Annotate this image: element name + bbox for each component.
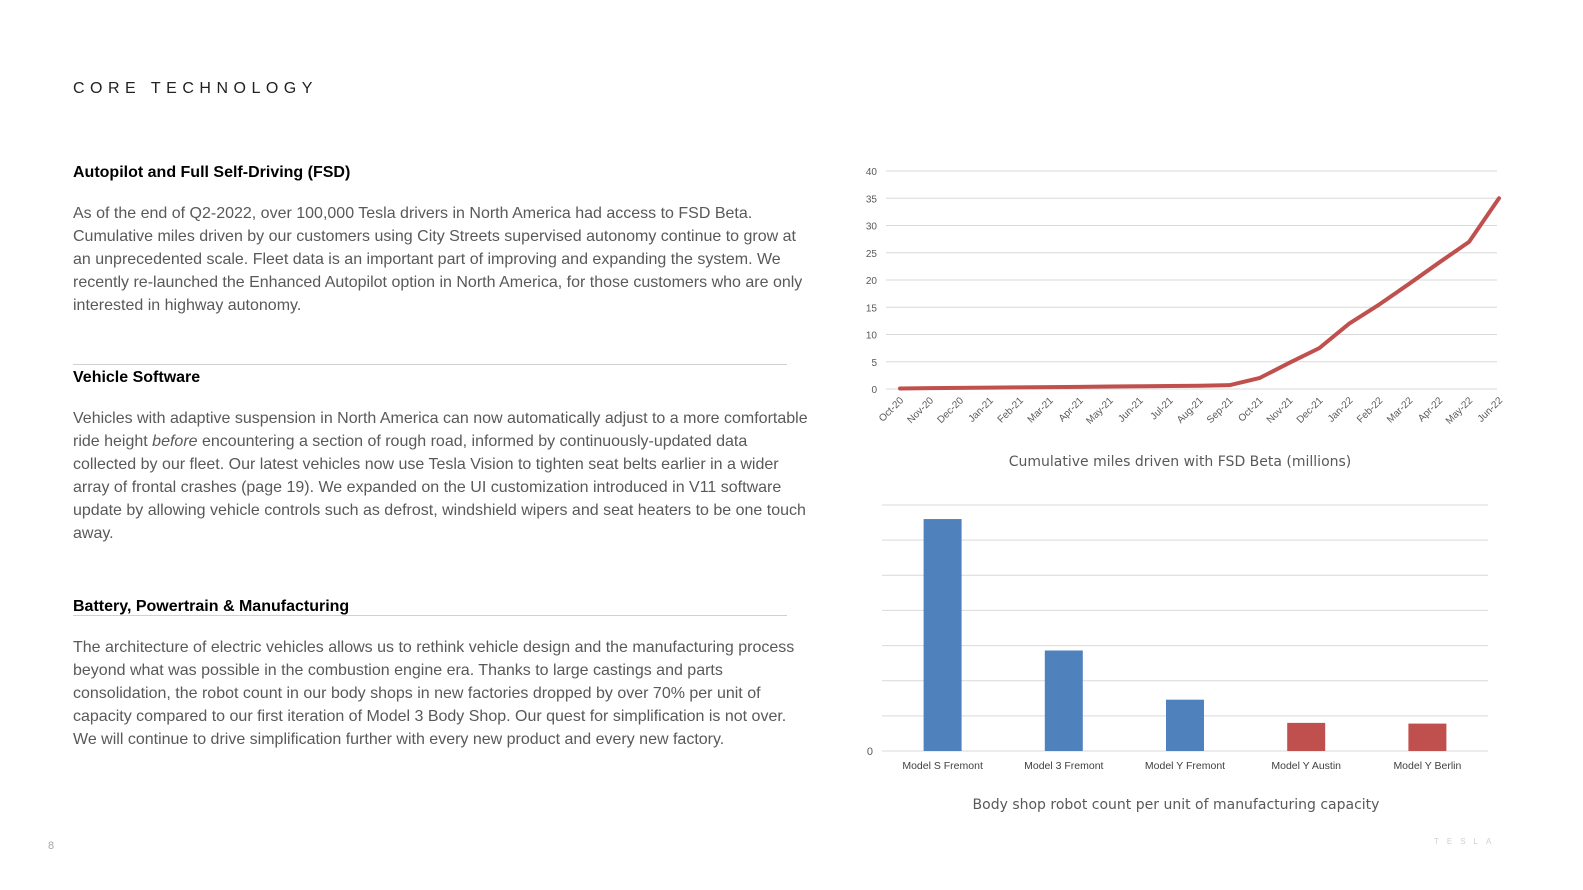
- section-divider: [73, 364, 787, 365]
- series-line: [900, 198, 1499, 388]
- y-tick-label: 0: [871, 385, 877, 396]
- bar: [1166, 700, 1204, 751]
- bar: [1408, 724, 1446, 751]
- x-tick-label: Dec-21: [1294, 395, 1326, 426]
- y-tick-label: 20: [865, 276, 877, 287]
- bar: [1287, 723, 1325, 751]
- y-tick-label: 25: [865, 248, 877, 260]
- body-emphasis: before: [152, 433, 198, 450]
- section-autopilot-fsd: [73, 164, 808, 317]
- y-tick-label: 10: [865, 330, 877, 342]
- x-tick-label: Nov-20: [905, 395, 937, 426]
- page-title: CORE TECHNOLOGY: [73, 80, 318, 97]
- x-tick-label: Model 3 Fremont: [1024, 760, 1104, 772]
- section-heading: Vehicle Software: [73, 369, 201, 386]
- page-number: 8: [48, 840, 55, 852]
- fsd-miles-line-chart: [850, 160, 1510, 450]
- x-tick-label: Jul-21: [1148, 395, 1176, 423]
- x-tick-label: Dec-20: [935, 395, 967, 426]
- x-tick-label: Apr-21: [1056, 395, 1086, 425]
- x-tick-label: Jun-22: [1475, 395, 1506, 425]
- x-tick-label: Nov-21: [1264, 395, 1296, 426]
- section-body: As of the end of Q2-2022, over 100,000 Tesla drivers in North America had access to FSD Beta. Cumulative miles driven by our customers using City Streets supervised autonomy continue to grow at an unprecedented scale. Fleet data is an important part of improving and expanding the system. We recently re-launched the Enhanced Autopilot option in North America, for those customers who are only interested in highway autonomy.: [73, 205, 803, 314]
- x-tick-label: Jan-21: [966, 395, 996, 425]
- y-tick-label: 0: [866, 746, 873, 758]
- section-divider: [73, 615, 787, 616]
- x-tick-label: Mar-22: [1385, 395, 1416, 426]
- section-heading: Battery, Powertrain & Manufacturing: [73, 598, 350, 615]
- x-tick-label: Jun-21: [1116, 395, 1146, 425]
- x-tick-label: Oct-20: [877, 395, 907, 425]
- x-tick-label: Apr-22: [1416, 395, 1446, 425]
- section-body: [73, 407, 808, 545]
- y-tick-label: 15: [865, 303, 877, 315]
- x-tick-label: Feb-22: [1355, 395, 1386, 426]
- section-vehicle-software: [73, 369, 808, 545]
- section-battery-powertrain: [73, 598, 808, 751]
- bar: [924, 519, 962, 751]
- x-tick-label: May-22: [1443, 395, 1476, 427]
- x-tick-label: Mar-21: [1025, 395, 1056, 426]
- x-tick-label: Oct-21: [1236, 395, 1266, 425]
- robot-chart-caption: Body shop robot count per unit of manufacturing capacity: [972, 797, 1380, 813]
- y-tick-label: 40: [865, 167, 877, 178]
- robot-count-bar-chart: [850, 495, 1510, 785]
- x-tick-label: Model S Fremont: [902, 760, 983, 772]
- section-body: The architecture of electric vehicles allows us to rethink vehicle design and the manufacturing process beyond what was possible in the combustion engine era. Thanks to large castings and parts consolidation, the robot count in our body shops in new factories dropped by over 70% per unit of capacity compared to our first iteration of Model 3 Body Shop. Our quest for simplification is not over. We will continue to drive simplification further with every new product and every new factory.: [73, 639, 795, 748]
- body-text: encountering a section of rough road, informed by continuously-updated data collected by our fleet. Our latest vehicles now use Tesla Vision to tighten seat belts earlier in a wider array of frontal crashes (page 19). We expanded on the UI customization introduced in V11 software update by allowing vehicle controls such as defrost, windshield wipers and seat heaters to be one touch away.: [73, 433, 806, 542]
- tesla-logo: TESLA: [1434, 837, 1500, 846]
- body-text: Vehicles with adaptive suspension in North America can now automatically adjust to a more comfortable ride height: [73, 410, 808, 450]
- y-tick-label: 30: [865, 221, 877, 233]
- bar: [1045, 650, 1083, 751]
- x-tick-label: Sep-21: [1204, 395, 1236, 426]
- x-tick-label: Aug-21: [1175, 395, 1206, 426]
- x-tick-label: Model Y Berlin: [1393, 760, 1462, 772]
- x-tick-label: Model Y Austin: [1271, 760, 1342, 772]
- y-tick-label: 5: [871, 357, 877, 369]
- y-tick-label: 35: [865, 194, 877, 206]
- x-tick-label: May-21: [1084, 395, 1116, 427]
- section-heading: Autopilot and Full Self-Driving (FSD): [73, 164, 351, 181]
- x-tick-label: Jan-22: [1325, 395, 1356, 425]
- x-tick-label: Model Y Fremont: [1144, 760, 1226, 772]
- fsd-chart-caption: Cumulative miles driven with FSD Beta (millions): [1008, 454, 1352, 470]
- x-tick-label: Feb-21: [995, 395, 1026, 426]
